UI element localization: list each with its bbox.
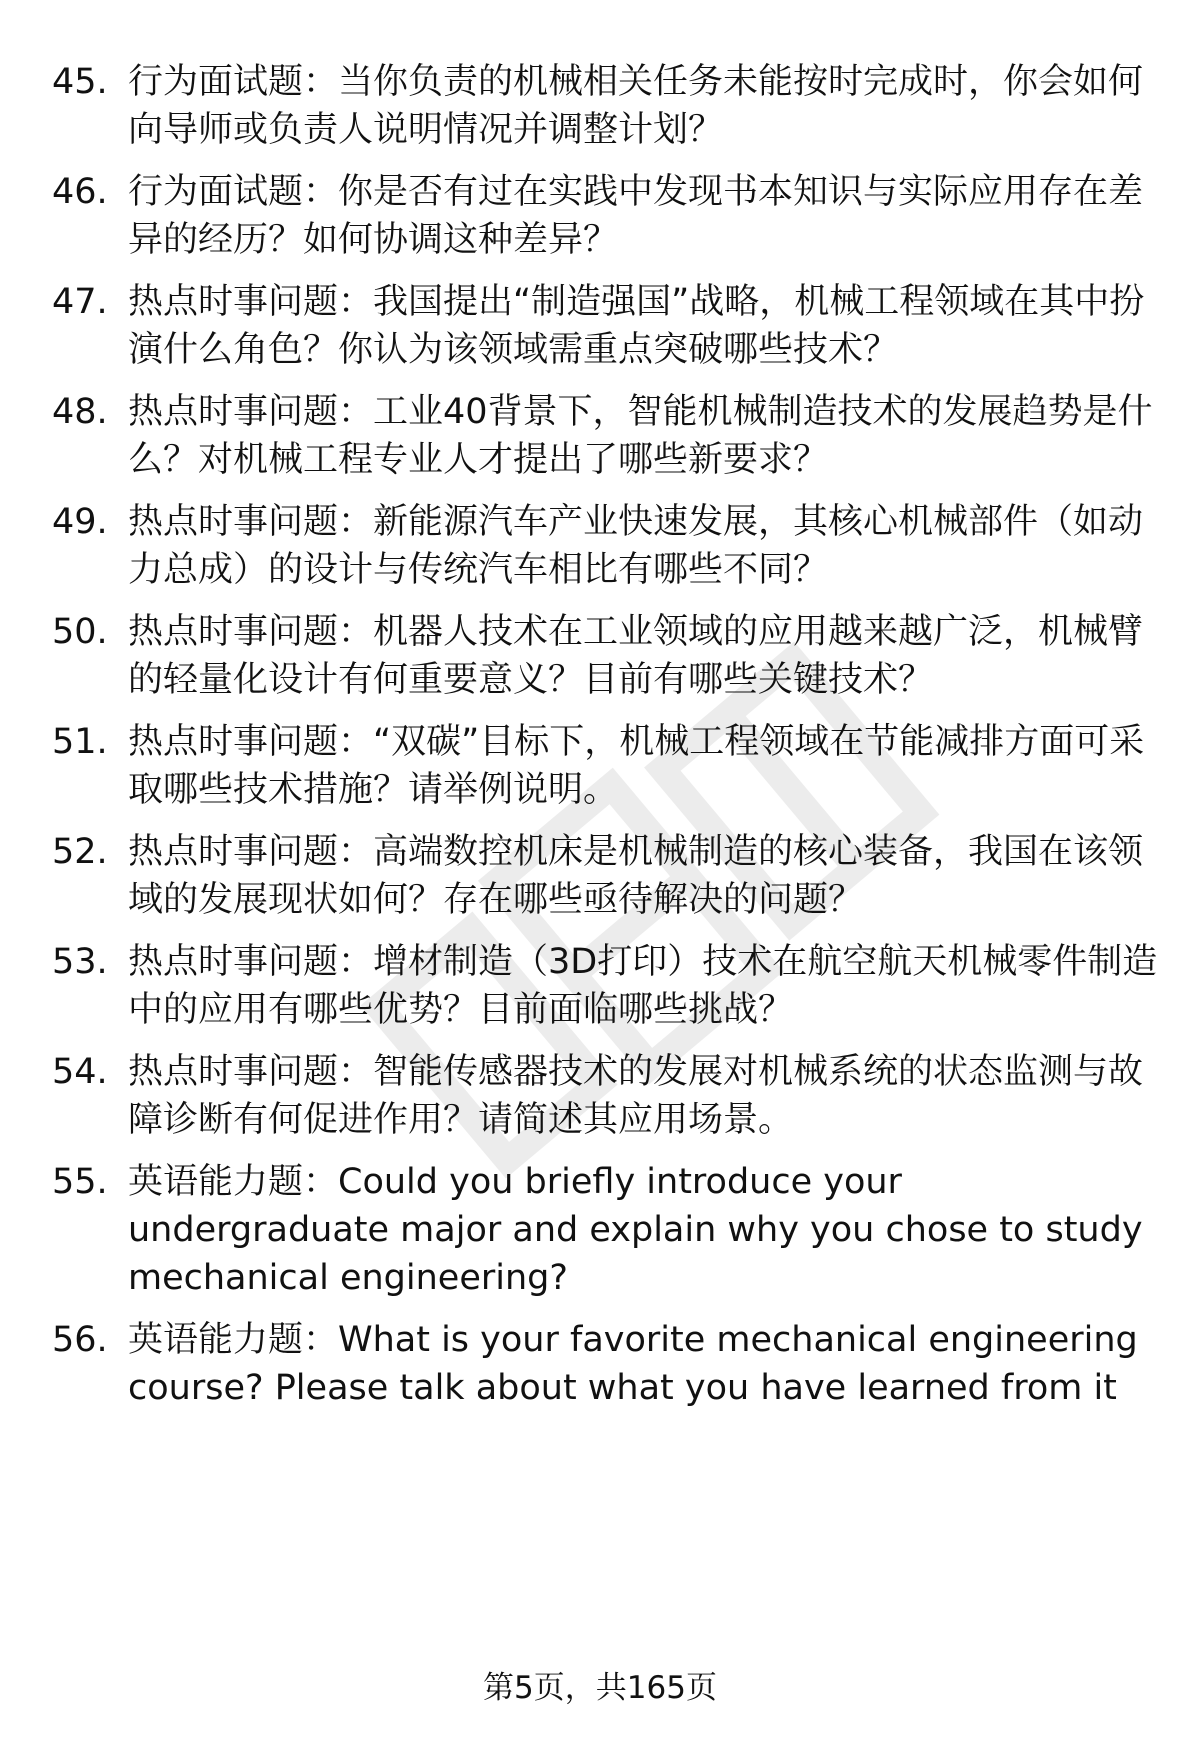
question-item [0,718,1200,814]
question-number: 47. [52,282,108,322]
page-footer: 第5页，共165页 [483,1670,717,1706]
question-number: 53. [52,942,108,982]
question-text: 热点时事问题：工业40背景下，智能机械制造技术的发展趋势是什么？对机械工程专业人才提出了哪些新要求？ [128,392,1153,480]
question-number: 56. [52,1320,108,1360]
question-text: 行为面试题：你是否有过在实践中发现书本知识与实际应用存在差异的经历？如何协调这种差异？ [128,172,1144,260]
question-text: 英语能力题：What is your favorite mechanical engineering course? Please talk about what you have learned from it [128,1320,1138,1408]
question-number: 50. [52,612,108,652]
question-number: 48. [52,392,108,432]
question-text: 行为面试题：当你负责的机械相关任务未能按时完成时，你会如何向导师或负责人说明情况并调整计划？ [128,62,1144,150]
question-text: 热点时事问题：我国提出“制造强国”战略，机械工程领域在其中扮演什么角色？你认为该领域需重点突破哪些技术？ [128,282,1145,370]
question-number: 52. [52,832,108,872]
question-item [0,1048,1200,1144]
question-list [0,58,1200,1412]
question-item [0,938,1200,1034]
question-number: 55. [52,1162,108,1202]
question-item [0,1316,1200,1412]
question-number: 49. [52,502,108,542]
question-item [0,168,1200,264]
question-item [0,828,1200,924]
question-text: 热点时事问题：高端数控机床是机械制造的核心装备，我国在该领域的发展现状如何？存在哪些亟待解决的问题？ [128,832,1144,920]
question-item [0,58,1200,154]
question-item [0,498,1200,594]
question-item [0,388,1200,484]
question-text: 热点时事问题：新能源汽车产业快速发展，其核心机械部件（如动力总成）的设计与传统汽车相比有哪些不同？ [128,502,1144,590]
question-item [0,608,1200,704]
question-item [0,278,1200,374]
question-number: 51. [52,722,108,762]
question-number: 54. [52,1052,108,1092]
question-text: 热点时事问题：“双碳”目标下，机械工程领域在节能减排方面可采取哪些技术措施？请举例说明。 [128,722,1145,810]
question-text: 热点时事问题：机器人技术在工业领域的应用越来越广泛，机械臂的轻量化设计有何重要意义？目前有哪些关键技术？ [128,612,1144,700]
question-number: 45. [52,62,108,102]
question-item [0,1158,1200,1302]
question-number: 46. [52,172,108,212]
question-text: 热点时事问题：智能传感器技术的发展对机械系统的状态监测与故障诊断有何促进作用？请简述其应用场景。 [128,1052,1144,1140]
question-text: 热点时事问题：增材制造（3D打印）技术在航空航天机械零件制造中的应用有哪些优势？目前面临哪些挑战？ [128,942,1158,1030]
question-text: 英语能力题：Could you briefly introduce your undergraduate major and explain why you chose to study mechanical engineering? [128,1162,1143,1298]
